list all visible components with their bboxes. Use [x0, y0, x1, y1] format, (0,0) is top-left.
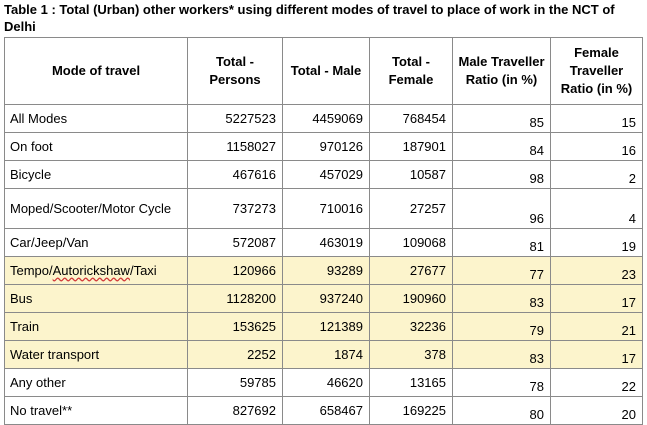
cell-total-male [283, 189, 370, 229]
cell-total-persons [188, 133, 283, 161]
cell-male-ratio [453, 369, 551, 397]
cell-total-female [370, 229, 453, 257]
cell-total-persons [188, 189, 283, 229]
header-male-ratio: Male Traveller Ratio (in %) [453, 38, 551, 105]
cell-total-female-text: 10587 [409, 167, 446, 182]
cell-total-persons-text: 2252 [247, 347, 276, 362]
table-row [5, 341, 643, 369]
table-body [5, 105, 643, 425]
cell-female-ratio [551, 257, 643, 285]
cell-mode [5, 285, 188, 313]
cell-male-ratio-text: 85 [529, 115, 544, 130]
cell-total-female [370, 161, 453, 189]
cell-female-ratio [551, 341, 643, 369]
cell-total-persons-text: 59785 [239, 375, 276, 390]
cell-total-persons [188, 341, 283, 369]
cell-female-ratio-text: 17 [621, 295, 636, 310]
cell-total-female [370, 189, 453, 229]
cell-mode [5, 161, 188, 189]
header-total-persons: Total - Persons [188, 38, 283, 105]
cell-total-persons [188, 229, 283, 257]
cell-total-male [283, 397, 370, 425]
cell-male-ratio-text: 84 [529, 143, 544, 158]
table-row [5, 313, 643, 341]
cell-total-male-text: 937240 [319, 291, 363, 306]
cell-male-ratio [453, 161, 551, 189]
cell-total-persons [188, 313, 283, 341]
cell-total-persons-text: 5227523 [225, 111, 276, 126]
header-row [5, 38, 643, 105]
cell-female-ratio [551, 397, 643, 425]
cell-mode-text: Bicycle [10, 166, 52, 182]
table-row [5, 397, 643, 425]
cell-total-female-text: 169225 [402, 403, 446, 418]
cell-male-ratio [453, 229, 551, 257]
cell-mode-text: Moped/Scooter/Motor Cycle [10, 200, 172, 216]
spellcheck-underline: Autorickshaw [52, 262, 130, 278]
cell-female-ratio-text: 4 [628, 211, 636, 226]
cell-mode-text: Train [10, 318, 40, 334]
cell-male-ratio [453, 257, 551, 285]
cell-total-female [370, 397, 453, 425]
cell-male-ratio-text: 83 [529, 351, 544, 366]
cell-mode-text: Bus [10, 290, 33, 306]
header-mode: Mode of travel [5, 38, 188, 105]
cell-mode [5, 229, 188, 257]
cell-mode-text: No travel** [10, 402, 73, 418]
cell-total-male [283, 229, 370, 257]
cell-mode-text: Water transport [10, 346, 100, 362]
cell-total-male-text: 710016 [319, 201, 363, 216]
cell-female-ratio-text: 20 [621, 407, 636, 422]
cell-total-persons-text: 1158027 [226, 139, 276, 154]
cell-mode [5, 369, 188, 397]
cell-total-persons [188, 257, 283, 285]
cell-male-ratio-text: 77 [529, 267, 544, 282]
cell-total-female [370, 257, 453, 285]
cell-total-persons-text: 1128200 [226, 291, 276, 306]
cell-total-persons-text: 827692 [232, 403, 276, 418]
cell-total-female [370, 341, 453, 369]
table-row [5, 105, 643, 133]
cell-total-male-text: 46620 [326, 375, 363, 390]
cell-total-male-text: 970126 [319, 139, 363, 154]
cell-male-ratio-text: 98 [529, 171, 544, 186]
cell-female-ratio [551, 189, 643, 229]
cell-male-ratio [453, 313, 551, 341]
cell-mode-text: All Modes [10, 110, 68, 126]
cell-male-ratio-text: 83 [529, 295, 544, 310]
table-row [5, 229, 643, 257]
cell-total-female [370, 313, 453, 341]
cell-total-persons [188, 397, 283, 425]
cell-female-ratio [551, 285, 643, 313]
cell-female-ratio [551, 105, 643, 133]
cell-female-ratio-text: 21 [621, 323, 636, 338]
header-female-ratio: Female Traveller Ratio (in %) [551, 38, 643, 105]
cell-total-female [370, 105, 453, 133]
table-row [5, 133, 643, 161]
cell-female-ratio [551, 313, 643, 341]
cell-total-female-text: 27257 [409, 201, 446, 216]
cell-male-ratio-text: 96 [529, 211, 544, 226]
cell-mode [5, 257, 188, 285]
cell-total-persons [188, 161, 283, 189]
cell-female-ratio-text: 22 [621, 379, 636, 394]
cell-total-female-text: 187901 [402, 139, 446, 154]
cell-total-female [370, 285, 453, 313]
cell-total-female-text: 190960 [402, 291, 446, 306]
cell-total-female [370, 133, 453, 161]
table-title: Table 1 : Total (Urban) other workers* using different modes of travel to place of work in the NCT of Delhi [4, 2, 615, 34]
cell-male-ratio-text: 78 [529, 379, 544, 394]
cell-total-female-text: 13165 [409, 375, 446, 390]
cell-total-male [283, 133, 370, 161]
cell-total-female-text: 27677 [409, 263, 446, 278]
cell-female-ratio-text: 19 [621, 239, 636, 254]
cell-mode [5, 189, 188, 229]
cell-total-persons-text: 120966 [232, 263, 276, 278]
cell-total-male [283, 105, 370, 133]
cell-total-male-text: 1874 [334, 347, 363, 362]
cell-total-persons-text: 572087 [232, 235, 276, 250]
cell-total-male-text: 658467 [319, 403, 363, 418]
cell-total-female [370, 369, 453, 397]
table-row [5, 285, 643, 313]
table-row [5, 189, 643, 229]
cell-mode [5, 341, 188, 369]
cell-total-male [283, 285, 370, 313]
cell-female-ratio-text: 23 [621, 267, 636, 282]
cell-total-female-text: 32236 [409, 319, 446, 334]
table-row [5, 257, 643, 285]
header-total-female: Total - Female [370, 38, 453, 105]
cell-female-ratio [551, 369, 643, 397]
cell-female-ratio-text: 16 [621, 143, 636, 158]
cell-total-male [283, 161, 370, 189]
cell-female-ratio [551, 229, 643, 257]
cell-total-male [283, 313, 370, 341]
cell-mode [5, 105, 188, 133]
cell-mode-text: Any other [10, 374, 66, 390]
cell-female-ratio [551, 161, 643, 189]
cell-mode-text: Car/Jeep/Van [10, 234, 89, 250]
cell-total-persons-text: 737273 [232, 201, 276, 216]
cell-total-male-text: 121389 [319, 319, 363, 334]
cell-male-ratio-text: 79 [529, 323, 544, 338]
cell-female-ratio [551, 133, 643, 161]
cell-total-persons [188, 105, 283, 133]
header-total-male: Total - Male [283, 38, 370, 105]
cell-male-ratio-text: 81 [529, 239, 544, 254]
cell-total-persons [188, 285, 283, 313]
cell-total-female-text: 109068 [402, 235, 446, 250]
cell-male-ratio-text: 80 [529, 407, 544, 422]
cell-female-ratio-text: 2 [628, 171, 636, 186]
cell-male-ratio [453, 133, 551, 161]
cell-total-male [283, 341, 370, 369]
table-row [5, 369, 643, 397]
cell-mode [5, 313, 188, 341]
cell-total-female-text: 768454 [402, 111, 446, 126]
cell-male-ratio [453, 341, 551, 369]
travel-mode-table [4, 37, 643, 425]
cell-total-persons-text: 153625 [232, 319, 276, 334]
cell-total-male-text: 93289 [326, 263, 363, 278]
cell-total-male-text: 457029 [319, 167, 363, 182]
table-row [5, 161, 643, 189]
cell-male-ratio [453, 189, 551, 229]
cell-mode-text: Tempo/Autorickshaw/Taxi [10, 262, 157, 278]
cell-total-male-text: 4459069 [312, 111, 363, 126]
cell-total-male-text: 463019 [319, 235, 363, 250]
cell-mode [5, 133, 188, 161]
cell-total-persons-text: 467616 [232, 167, 276, 182]
cell-male-ratio [453, 105, 551, 133]
cell-total-persons [188, 369, 283, 397]
cell-female-ratio-text: 15 [621, 115, 636, 130]
cell-female-ratio-text: 17 [621, 351, 636, 366]
cell-total-female-text: 378 [424, 347, 446, 362]
cell-male-ratio [453, 397, 551, 425]
cell-total-male [283, 257, 370, 285]
cell-total-male [283, 369, 370, 397]
cell-mode-text: On foot [10, 138, 53, 154]
cell-mode [5, 397, 188, 425]
cell-male-ratio [453, 285, 551, 313]
